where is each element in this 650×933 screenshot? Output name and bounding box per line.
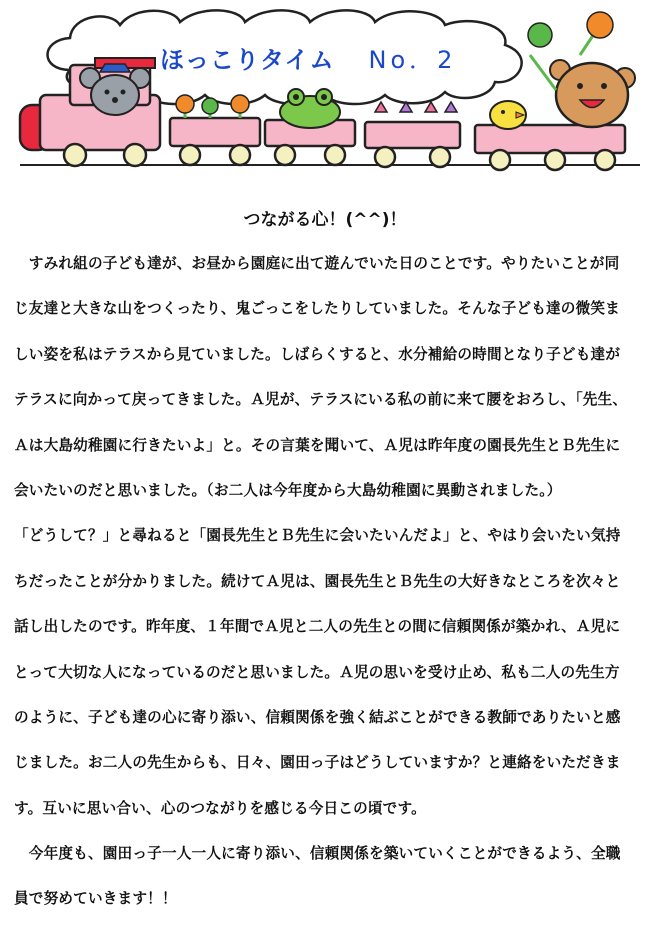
article-line: のように、子ども達の心に寄り添い、信頼関係を強く結ぶことができる教師でありたいと感: [14, 708, 621, 726]
article-line: 会いたいのだと思いました。（お二人は今年度から大島幼稚園に異動されました。）: [14, 481, 562, 499]
article-title: つながる心！(^^)！: [243, 210, 407, 230]
article-line: す。互いに思い合い、心のつながりを感じる今日この頃です。: [14, 799, 426, 817]
article-line: とって大切な人になっているのだと思いました。Ａ児の思いを受け止め、私も二人の先生方: [14, 663, 620, 681]
article-line: 員で努めていきます！！: [14, 890, 177, 908]
flower-car: [170, 95, 260, 146]
article-body: [14, 252, 636, 933]
newsletter-name: ほっこりタイム: [160, 46, 335, 74]
engine-car: [20, 58, 160, 150]
issue-number: No．2: [368, 46, 457, 74]
article-line: しい姿を私はテラスから見ていました。しばらくすると、水分補給の時間となり子ども達が: [14, 345, 621, 363]
header-illustration: [0, 0, 650, 185]
tulip-car: [365, 102, 460, 148]
article-line: じ友達と大きな山をつくったり、鬼ごっこをしたりしていました。そんな子ども達の微笑ま: [14, 300, 620, 318]
article-line: ちだったことが分かりました。続けてＡ児は、園長先生とＢ先生の大好きなところを次々と: [14, 572, 621, 590]
newsletter-title: [160, 40, 456, 75]
article-line: じました。お二人の先生からも、日々、園田っ子はどうしていますか？と連絡をいただきま: [14, 754, 621, 772]
article-line: テラスに向かって戻ってきました。Ａ児が、テラスにいる私の前に来て腰をおろし、「先生、: [14, 391, 628, 409]
article-line: Ａは大島幼稚園に行きたいよ」と。その言葉を聞いて、Ａ児は昨年度の園長先生とＢ先生に: [14, 436, 621, 454]
article-line: 「どうして？」と尋ねると「園長先生とＢ先生に会いたいんだよ」と、やはり会いたい気持: [14, 527, 621, 545]
article-line: 今年度も、園田っ子一人一人に寄り添い、信頼関係を築いていくことができるよう、全職: [14, 845, 621, 863]
article-line: 話し出したのです。昨年度、１年間でＡ児と二人の先生との間に信頼関係が築かれ、Ａ児に: [14, 618, 621, 636]
train-illustration: [0, 0, 650, 185]
article-line: すみれ組の子ども達が、お昼から園庭に出て遊んでいた日のことです。やりたいことが同: [14, 255, 620, 272]
